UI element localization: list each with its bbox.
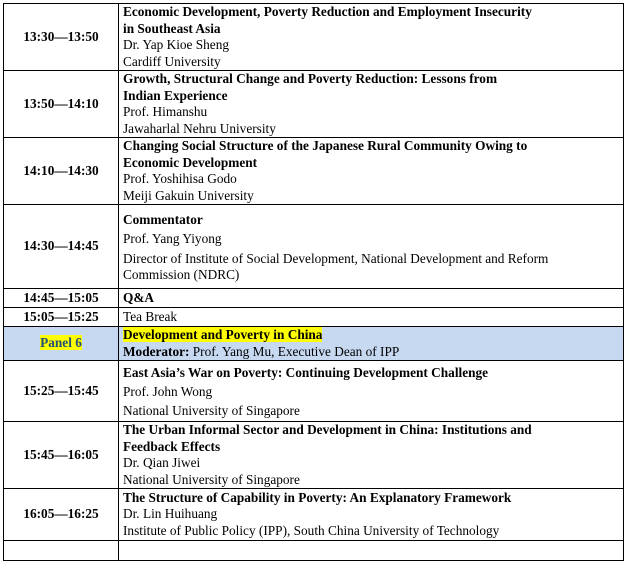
moderator-label: Moderator: [123, 343, 190, 359]
speaker-affiliation: Cardiff University [123, 53, 221, 69]
session-details [119, 289, 624, 308]
table-row [4, 361, 624, 422]
speaker-name: Dr. Yap Kioe Sheng [123, 37, 230, 52]
session-time: 15:05—15:25 [4, 308, 119, 327]
table-row [4, 205, 624, 289]
panel-moderator [123, 344, 619, 361]
speaker-name: Prof. John Wong [123, 383, 213, 399]
session-details [119, 71, 624, 138]
session-details [119, 4, 624, 71]
session-time: 14:10—14:30 [4, 138, 119, 205]
session-title: East Asia’s War on Poverty: Continuing Development Challenge [123, 364, 489, 380]
speaker-affiliation: Meiji Gakuin University [123, 187, 254, 203]
panel-details [119, 327, 624, 361]
session-title: Economic Development, Poverty Reduction and Employment Insecurity [123, 4, 532, 19]
session-title: Q&A [123, 289, 155, 305]
session-title: Changing Social Structure of the Japanese Rural Community Owing to [123, 138, 528, 153]
table-row [4, 289, 624, 308]
table-row [4, 71, 624, 138]
session-title: Commentator [123, 211, 203, 227]
agenda-table [3, 3, 624, 561]
session-title: in Southeast Asia [123, 20, 221, 36]
speaker-affiliation: Institute of Public Policy (IPP), South China University of Technology [123, 522, 500, 538]
speaker-name: Prof. Himanshu [123, 104, 208, 119]
session-title: Feedback Effects [123, 438, 221, 454]
session-time: 13:50—14:10 [4, 71, 119, 138]
speaker-name: Prof. Yang Yiyong [123, 230, 222, 246]
session-details [119, 489, 624, 541]
session-time: 16:05—16:25 [4, 489, 119, 541]
speaker-affiliation: Commission (NDRC) [123, 267, 240, 282]
session-title: Growth, Structural Change and Poverty Reduction: Lessons from [123, 71, 498, 86]
table-row [4, 4, 624, 71]
session-time: 15:25—15:45 [4, 361, 119, 422]
speaker-affiliation: National University of Singapore [123, 471, 300, 487]
table-row [4, 489, 624, 541]
session-details [119, 138, 624, 205]
moderator-name: Prof. Yang Mu, Executive Dean of IPP [189, 343, 400, 359]
speaker-affiliation: Jawaharlal Nehru University [123, 120, 276, 136]
session-details [119, 422, 624, 489]
session-details [119, 541, 624, 561]
panel-label [4, 327, 119, 361]
speaker-name: Dr. Qian Jiwei [123, 455, 201, 470]
session-time [4, 541, 119, 561]
table-row [4, 541, 624, 561]
panel-title: Development and Poverty in China [123, 327, 323, 342]
session-title: Economic Development [123, 154, 258, 170]
session-details [119, 205, 624, 289]
session-time: 14:30—14:45 [4, 205, 119, 289]
panel-header-row [4, 327, 624, 361]
session-title: Indian Experience [123, 87, 228, 103]
speaker-name: Dr. Lin Huihuang [123, 506, 218, 522]
table-row [4, 422, 624, 489]
session-details [119, 308, 624, 327]
panel-number: Panel 6 [40, 335, 82, 351]
session-time: 14:45—15:05 [4, 289, 119, 308]
table-row [4, 308, 624, 327]
session-title: The Structure of Capability in Poverty: An Explanatory Framework [123, 489, 512, 505]
break-label: Tea Break [123, 308, 178, 324]
speaker-affiliation: Director of Institute of Social Development, National Development and Reform [123, 250, 549, 266]
session-details [119, 361, 624, 422]
speaker-name: Prof. Yoshihisa Godo [123, 171, 237, 186]
session-time: 15:45—16:05 [4, 422, 119, 489]
session-title: The Urban Informal Sector and Development in China: Institutions and [123, 422, 532, 437]
speaker-affiliation: National University of Singapore [123, 402, 300, 418]
session-time: 13:30—13:50 [4, 4, 119, 71]
table-row [4, 138, 624, 205]
